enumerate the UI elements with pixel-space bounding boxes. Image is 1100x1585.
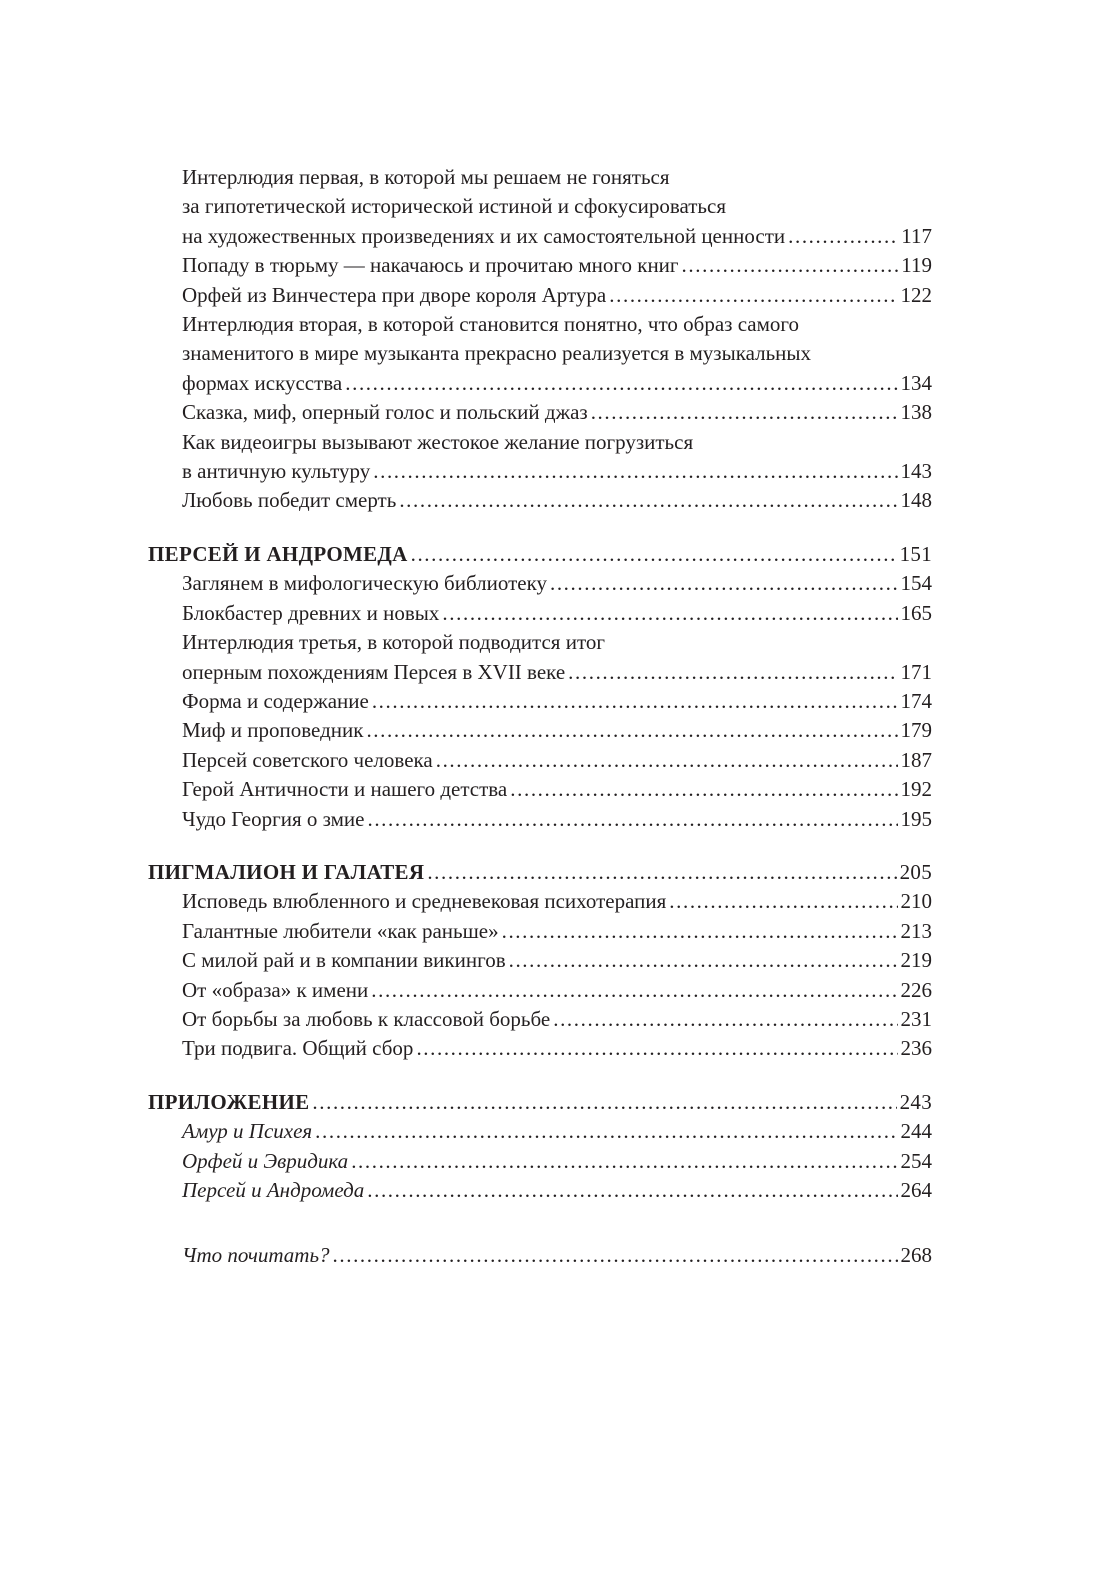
page-number: 195: [900, 806, 932, 831]
toc-entry[interactable]: [148, 946, 932, 975]
toc-entry-title: Орфей и Эвридика: [182, 1148, 349, 1173]
page-number: 117: [901, 223, 932, 248]
toc-entry-title: Исповедь влюбленного и средневековая психотерапия: [182, 889, 667, 914]
toc-entry-title: Миф и проповедник: [182, 718, 364, 743]
table-of-contents: [148, 163, 932, 1271]
dot-leader: [399, 486, 897, 515]
toc-entry[interactable]: [148, 1241, 932, 1270]
toc-entry[interactable]: [148, 428, 932, 487]
toc-entry[interactable]: [148, 1147, 932, 1176]
toc-entry-title: Попаду в тюрьму — накачаюсь и прочитаю много книг: [182, 253, 679, 278]
page-number: 151: [899, 541, 932, 566]
page-number: 264: [900, 1178, 932, 1202]
toc-entry-title: Персей советского человека: [182, 747, 433, 772]
dot-leader: [509, 946, 898, 975]
toc-entry[interactable]: [148, 628, 932, 687]
page-number: 205: [899, 859, 932, 884]
toc-entry-title: С милой рай и в компании викингов: [182, 948, 506, 973]
page-number: 231: [900, 1006, 932, 1031]
toc-entry-title-line: знаменитого в мире музыканта прекрасно реализуется в музыкальных: [182, 341, 811, 366]
page-number: 154: [900, 571, 932, 596]
toc-entry-title: Любовь победит смерть: [182, 488, 397, 513]
dot-leader: [371, 976, 897, 1005]
dot-leader: [609, 281, 897, 310]
toc-entry-title: Форма и содержание: [182, 688, 369, 713]
dot-leader: [372, 687, 898, 716]
page-number: 210: [900, 889, 932, 914]
page-number: 192: [900, 777, 932, 802]
dot-leader: [315, 1117, 897, 1146]
toc-entry[interactable]: [148, 805, 932, 834]
dot-leader: [312, 1088, 896, 1117]
toc-section-heading[interactable]: [148, 858, 932, 887]
dot-leader: [367, 805, 897, 834]
toc-entry-title-line: Как видеоигры вызывают жестокое желание погрузиться: [182, 429, 694, 454]
section-title: ПЕРСЕЙ И АНДРОМЕДА: [148, 541, 408, 566]
toc-entry[interactable]: [148, 775, 932, 804]
dot-leader: [427, 858, 896, 887]
toc-entry-title-line: в античную культуру: [182, 459, 371, 484]
toc-section-heading[interactable]: [148, 1088, 932, 1117]
toc-entry[interactable]: [148, 1117, 932, 1146]
page-number: 243: [899, 1089, 932, 1114]
toc-entry-title: Амур и Психея: [182, 1119, 313, 1144]
dot-leader: [373, 457, 897, 486]
page-number: 179: [900, 718, 932, 743]
page-number: 226: [900, 977, 932, 1002]
page-number: 254: [900, 1148, 932, 1173]
dot-leader: [553, 1005, 897, 1034]
toc-entry[interactable]: [148, 746, 932, 775]
page-number: 171: [900, 659, 932, 684]
toc-entry-title: Три подвига. Общий сбор: [182, 1036, 414, 1061]
page-number: 174: [900, 688, 932, 713]
dot-leader: [510, 775, 897, 804]
toc-entry-title: От «образа» к имени: [182, 977, 369, 1002]
toc-entry[interactable]: [148, 1005, 932, 1034]
dot-leader: [411, 540, 897, 569]
section-title: ПИГМАЛИОН И ГАЛАТЕЯ: [148, 859, 425, 884]
dot-leader: [351, 1147, 897, 1176]
toc-entry-title-line: Интерлюдия первая, в которой мы решаем не гоняться: [182, 165, 670, 189]
toc-entry[interactable]: [148, 251, 932, 280]
page-number: 119: [901, 253, 932, 278]
dot-leader: [502, 917, 898, 946]
toc-entry[interactable]: [148, 1034, 932, 1063]
toc-entry-title-line: за гипотетической исторической истиной и сфокусироваться: [182, 194, 726, 219]
dot-leader: [436, 746, 898, 775]
toc-entry[interactable]: [148, 310, 932, 398]
dot-leader: [682, 251, 899, 280]
toc-entry-title: Сказка, миф, оперный голос и польский джаз: [182, 400, 588, 425]
page-number: 165: [900, 600, 932, 625]
page-number: 122: [900, 282, 932, 307]
toc-entry[interactable]: [148, 687, 932, 716]
dot-leader: [442, 599, 897, 628]
toc-entry-title: Орфей из Винчестера при дворе короля Артура: [182, 282, 607, 307]
toc-section-heading[interactable]: [148, 540, 932, 569]
toc-entry-title-line: на художественных произведениях и их самостоятельной ценности: [182, 223, 786, 248]
page-number: 187: [900, 747, 932, 772]
page-number: 213: [900, 918, 932, 943]
toc-entry-title: Персей и Андромеда: [182, 1178, 365, 1202]
toc-entry-title: Что почитать?: [182, 1243, 330, 1268]
toc-entry[interactable]: [148, 599, 932, 628]
toc-entry-title: Заглянем в мифологическую библиотеку: [182, 571, 547, 596]
page-number: 219: [900, 948, 932, 973]
toc-entry[interactable]: [148, 976, 932, 1005]
toc-entry[interactable]: [148, 1176, 932, 1205]
page-number: 148: [900, 488, 932, 513]
toc-entry-title-line: Интерлюдия третья, в которой подводится итог: [182, 630, 605, 655]
toc-entry-title: Герой Античности и нашего детства: [182, 777, 508, 802]
toc-entry-title-line: Интерлюдия вторая, в которой становится понятно, что образ самого: [182, 312, 799, 337]
toc-entry[interactable]: [148, 281, 932, 310]
dot-leader: [550, 569, 898, 598]
page-number: 268: [900, 1243, 932, 1268]
dot-leader: [366, 716, 897, 745]
dot-leader: [591, 398, 898, 427]
page-number: 143: [900, 459, 932, 484]
dot-leader: [333, 1241, 898, 1270]
dot-leader: [568, 658, 897, 687]
toc-entry[interactable]: [148, 486, 932, 515]
dot-leader: [345, 369, 897, 398]
toc-entry[interactable]: [148, 917, 932, 946]
toc-entry[interactable]: [148, 569, 932, 598]
page-number: 138: [900, 400, 932, 425]
page-number: 244: [900, 1119, 932, 1144]
toc-entry-title-line: формах искусства: [182, 370, 343, 395]
toc-entry[interactable]: [148, 716, 932, 745]
section-title: ПРИЛОЖЕНИЕ: [148, 1089, 310, 1114]
toc-entry-title: Чудо Георгия о змие: [182, 806, 365, 831]
dot-leader: [416, 1034, 897, 1063]
toc-entry-title: Блокбастер древних и новых: [182, 600, 440, 625]
dot-leader: [367, 1176, 897, 1205]
toc-entry[interactable]: [148, 887, 932, 916]
page-number: 134: [900, 370, 932, 395]
toc-entry[interactable]: [148, 163, 932, 251]
page-number: 236: [900, 1036, 932, 1061]
toc-entry-title-line: оперным похождениям Персея в XVII веке: [182, 659, 566, 684]
toc-entry[interactable]: [148, 398, 932, 427]
dot-leader: [788, 222, 898, 251]
toc-entry-title: От борьбы за любовь к классовой борьбе: [182, 1006, 551, 1031]
toc-entry-title: Галантные любители «как раньше»: [182, 918, 499, 943]
dot-leader: [669, 887, 897, 916]
